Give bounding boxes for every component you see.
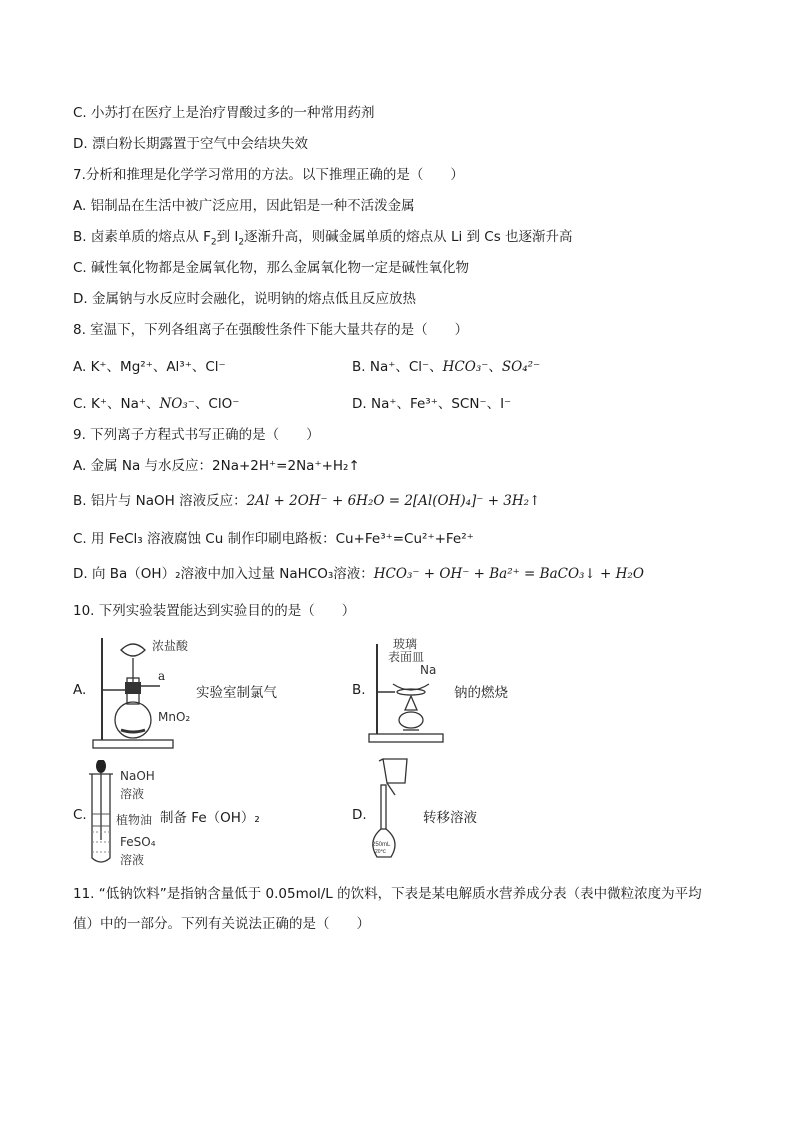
q7-stem: 7.分析和推理是化学学习常用的方法。以下推理正确的是（ ）: [73, 167, 464, 183]
label-20c: 20℃: [375, 849, 387, 855]
q10-a-caption: 实验室制氯气: [196, 685, 277, 701]
q10-c-letter: C.: [73, 807, 87, 823]
q6-option-d: D. 漂白粉长期露置于空气中会结块失效: [73, 136, 308, 152]
q10-d-caption: 转移溶液: [423, 810, 477, 826]
q9-option-d: [73, 565, 644, 583]
q9-b-equation: 2Al + 2OH⁻ + 6H₂O = 2[Al(OH)₄]⁻ + 3H₂↑: [246, 493, 541, 509]
volumetric-flask-diagram: [365, 755, 415, 867]
label-watch-glass: 表面皿: [388, 650, 425, 664]
q8-c-formula: NO₃⁻: [159, 396, 195, 412]
q8-option-d: D. Na⁺、Fe³⁺、SCN⁻、I⁻: [352, 396, 512, 412]
q11-stem-line-2: 值）中的一部分。下列有关说法正确的是（ ）: [73, 916, 370, 932]
label-concentrated-hcl: 浓盐酸: [152, 639, 189, 653]
q7-b-text2: 到 I: [216, 229, 239, 245]
q9-b-text: B. 铝片与 NaOH 溶液反应：: [73, 493, 247, 509]
q8-c-text2: 、ClO⁻: [194, 396, 240, 412]
q7-b-sub1: 2: [210, 237, 217, 248]
label-250ml: 250mL: [372, 842, 391, 848]
label-mno2: MnO₂: [158, 710, 191, 724]
q7-option-d: D. 金属钠与水反应时会融化，说明钠的熔点低且反应放热: [73, 291, 416, 307]
q9-option-a: A. 金属 Na 与水反应：2Na+2H⁺=2Na⁺+H₂↑: [73, 458, 360, 474]
q8-c-text: C. K⁺、Na⁺、: [73, 396, 160, 412]
q9-stem: 9. 下列离子方程式书写正确的是（ ）: [73, 427, 320, 443]
q8-option-b: [352, 358, 540, 376]
q9-option-b: [73, 492, 540, 510]
label-solution-2: 溶液: [120, 853, 145, 867]
q9-d-text: D. 向 Ba（OH）₂溶液中加入过量 NaHCO₃溶液：: [73, 566, 374, 582]
q10-c-caption: 制备 Fe（OH）₂: [160, 810, 260, 826]
label-solution-1: 溶液: [120, 787, 145, 801]
q7-b-text3: 逐渐升高，则碱金属单质的熔点从 Li 到 Cs 也逐渐升高: [244, 229, 573, 245]
label-na: Na: [420, 663, 437, 677]
label-glass: 玻璃: [393, 637, 418, 651]
q8-b-text: B. Na⁺、Cl⁻、: [352, 359, 443, 375]
q10-b-caption: 钠的燃烧: [454, 685, 508, 701]
q7-b-text1: B. 卤素单质的熔点从 F: [73, 229, 211, 245]
q8-option-a: A. K⁺、Mg²⁺、Al³⁺、Cl⁻: [73, 359, 226, 375]
q8-b-formula1: HCO₃⁻: [442, 359, 489, 375]
q8-stem: 8. 室温下，下列各组离子在强酸性条件下能大量共存的是（ ）: [73, 322, 469, 338]
q7-option-b: [73, 228, 573, 252]
q9-d-equation: HCO₃⁻ + OH⁻ + Ba²⁺ = BaCO₃↓ + H₂O: [373, 566, 644, 582]
q7-b-sub2: 2: [238, 237, 245, 248]
q8-b-formula2: SO₄²⁻: [501, 359, 541, 375]
q10-a-letter: A.: [73, 682, 87, 698]
q8-option-c: [73, 395, 239, 413]
q7-option-a: A. 铝制品在生活中被广泛应用，因此铝是一种不活泼金属: [73, 198, 415, 214]
label-naoh: NaOH: [120, 769, 155, 783]
q9-option-c: C. 用 FeCl₃ 溶液腐蚀 Cu 制作印刷电路板：Cu+Fe³⁺=Cu²⁺+Fe²⁺: [73, 531, 474, 547]
q6-option-c: C. 小苏打在医疗上是治疗胃酸过多的一种常用药剂: [73, 105, 375, 121]
q8-b-sep: 、: [488, 359, 502, 375]
label-feso4: FeSO₄: [120, 835, 156, 849]
q7-option-c: C. 碱性氧化物都是金属氧化物，那么金属氧化物一定是碱性氧化物: [73, 260, 470, 276]
q10-stem: 10. 下列实验装置能达到实验目的的是（ ）: [73, 603, 356, 619]
label-a: a: [158, 669, 166, 683]
q10-b-letter: B.: [352, 682, 366, 698]
q10-d-letter: D.: [352, 807, 367, 823]
q11-stem-line-1: 11. “低钠饮料”是指钠含量低于 0.05mol/L 的饮料，下表是某电解质水营养成分表（表中微粒浓度为平均: [73, 886, 702, 902]
label-vegetable-oil: 植物油: [116, 813, 153, 827]
